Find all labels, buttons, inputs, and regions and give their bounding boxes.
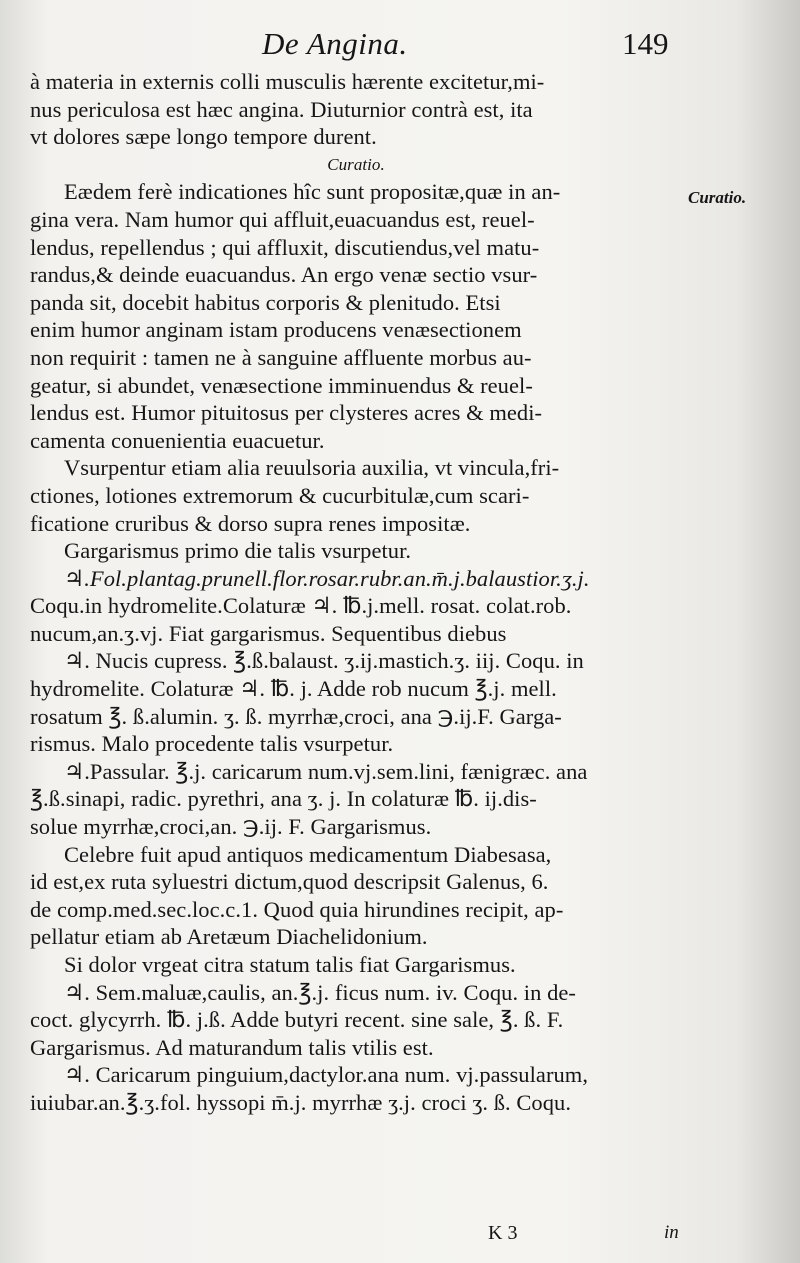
text-line: Vsurpentur etiam alia reuulsoria auxilia, vt vincula,fri- — [64, 455, 560, 481]
text-line: panda sit, docebit habitus corporis & plenitudo. Etsi — [30, 289, 501, 315]
text-line: lendus est. Humor pituitosus per clysteres acres & medi- — [30, 400, 543, 426]
text-line: randus,& deinde euacuandus. An ergo venæ sectio vsur- — [30, 262, 538, 288]
text-line: lendus, repellendus ; qui affluxit, discutiendus,vel matu- — [30, 234, 540, 260]
recipe-line: ♃. Nucis cupress. ℥.ß.balaust. ʒ.ij.mastich.ʒ. iij. Coqu. in — [64, 648, 584, 674]
recipe-line: ♃. Caricarum pinguium,dactylor.ana num. vj.passularum, — [64, 1062, 589, 1088]
text-line: ctiones, lotiones extremorum & cucurbitulæ,cum scari- — [30, 482, 530, 508]
text-line: Eædem ferè indicationes hîc sunt propositæ,quæ in an- — [64, 179, 561, 205]
text-line: de comp.med.sec.loc.c.1. Quod quia hirundines recipit, ap- — [30, 896, 564, 922]
text-line: gina vera. Nam humor qui affluit,euacuandus est, reuel- — [30, 206, 535, 232]
text-line: camenta conuenientia euacuetur. — [30, 427, 325, 453]
text-line: pellatur etiam ab Aretæum Diachelidonium. — [30, 924, 428, 950]
recipe-line: rosatum ℥. ß.alumin. ʒ. ß. myrrhæ,croci, ana ℈.ij.F. Garga- — [30, 703, 562, 729]
recipe-line: rismus. Malo procedente talis vsurpetur. — [30, 731, 394, 757]
page-number: 149 — [622, 26, 669, 61]
text-line: à materia in externis colli musculis hærente excitetur,mi- — [30, 69, 545, 94]
text-line: geatur, si abundet, venæsectione imminuendus & reuel- — [30, 372, 533, 398]
text-line: nus periculosa est hæc angina. Diuturnior contrà est, ita — [30, 96, 533, 122]
text-line: vt dolores sæpe longo tempore durent. — [30, 124, 377, 150]
section-heading: Curatio. — [327, 154, 385, 174]
body-text — [30, 68, 682, 1117]
recipe-line: ♃.Passular. ℥.j. caricarum num.vj.sem.lini, fænigræc. ana — [64, 758, 588, 784]
text-line: Gargarismus primo die talis vsurpetur. — [64, 538, 412, 564]
recipe-line: Coqu.in hydromelite.Colaturæ ♃. ℔.j.mell. rosat. colat.rob. — [30, 593, 572, 619]
text-line: Si dolor vrgeat citra statum talis fiat Gargarismus. — [64, 952, 516, 977]
recipe-line: nucum,an.ʒ.vj. Fiat gargarismus. Sequentibus diebus — [30, 620, 507, 646]
recipe-line: Gargarismus. Ad maturandum talis vtilis est. — [30, 1034, 434, 1060]
page-header — [0, 26, 800, 70]
signature-mark: K 3 — [488, 1222, 518, 1244]
recipe-line: solue myrrhæ,croci,an. ℈.ij. F. Gargarismus. — [30, 814, 432, 840]
text-line: enim humor anginam istam producens venæsectionem — [30, 317, 522, 343]
recipe-line: ♃.Fol.plantag.prunell.flor.rosar.rubr.an.m̄.j.balaustior.ʒ.j. — [64, 565, 590, 591]
margin-note: Curatio. — [688, 188, 747, 207]
recipe-line: coct. glycyrrh. ℔. j.ß. Adde butyri recent. sine sale, ℥. ß. F. — [30, 1007, 564, 1033]
recipe-line: ♃. Sem.maluæ,caulis, an.℥.j. ficus num. iv. Coqu. in de- — [64, 979, 576, 1005]
recipe-line: hydromelite. Colaturæ ♃. ℔. j. Adde rob nucum ℥.j. mell. — [30, 676, 557, 702]
recipe-line: ℥.ß.sinapi, radic. pyrethri, ana ʒ. j. In colaturæ ℔. ij.dis- — [30, 786, 537, 812]
text-line: non requirit : tamen ne à sanguine affluente morbus au- — [30, 344, 532, 370]
catchword: in — [664, 1222, 679, 1243]
page-footer — [0, 1222, 800, 1252]
text-line: ficatione cruribus & dorso supra renes impositæ. — [30, 510, 471, 536]
recipe-line: iuiubar.an.℥.ʒ.fol. hyssopi m̄.j. myrrhæ ʒ.j. croci ʒ. ß. Coqu. — [30, 1089, 572, 1115]
text-line: id est,ex ruta syluestri dictum,quod descripsit Galenus, 6. — [30, 869, 549, 895]
running-title: De Angina. — [262, 26, 408, 61]
text-line: Celebre fuit apud antiquos medicamentum Diabesasa, — [64, 841, 552, 867]
